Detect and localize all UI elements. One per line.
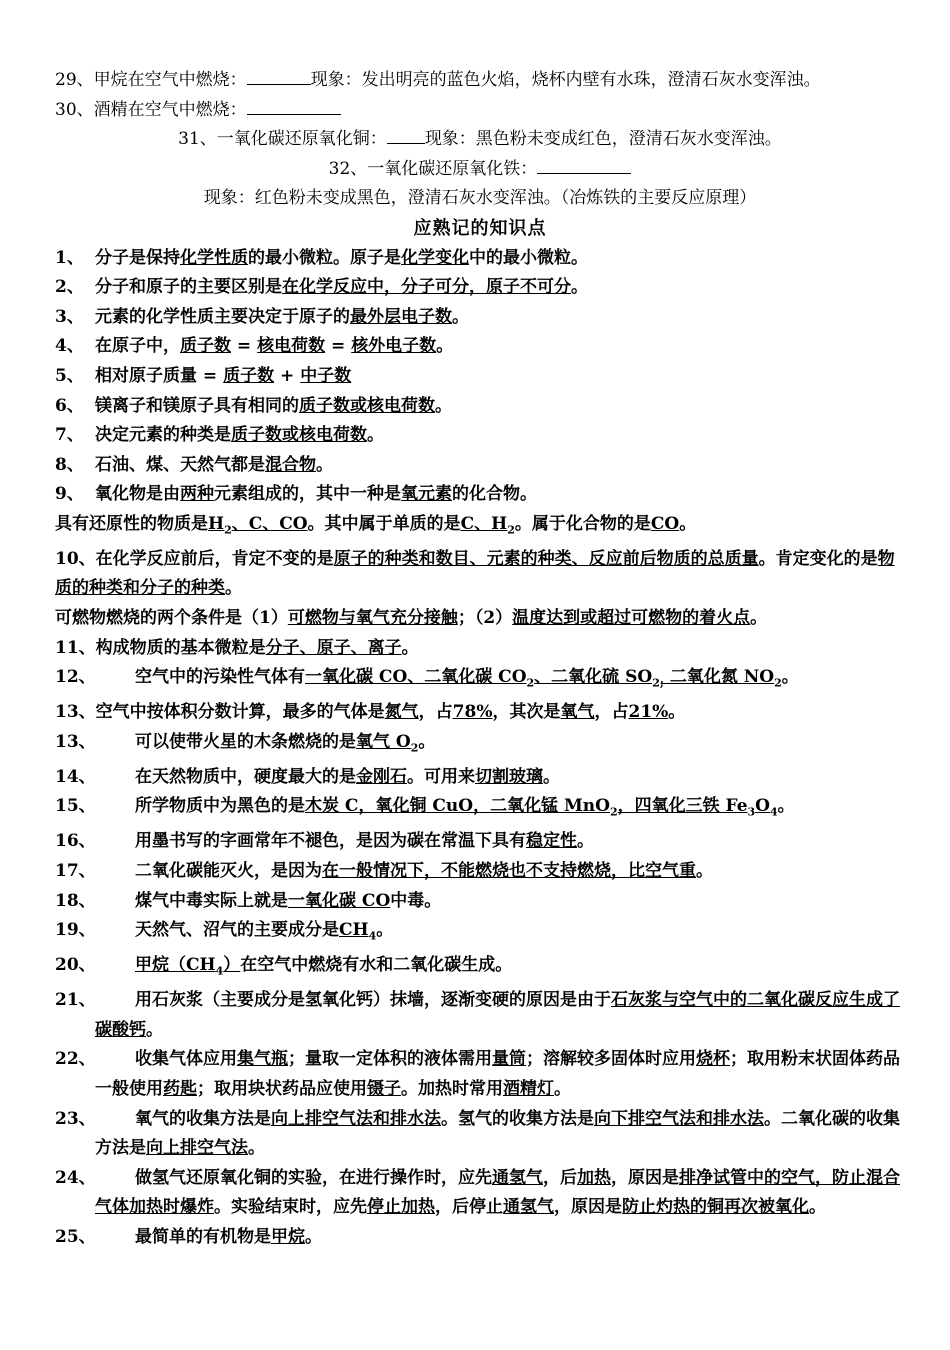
question-32-phenomenon: 现象：红色粉未变成黑色，澄清石灰水变浑浊。（冶炼铁的主要反应原理）	[203, 188, 757, 209]
fact-item: 2、 分子和原子的主要区别是在化学反应中，分子可分，原子不可分。	[55, 277, 588, 298]
answer-blank	[247, 98, 341, 115]
fact-item: 16、 用墨书写的字画常年不褪色，是因为碳在常温下具有稳定性。	[55, 831, 594, 852]
question-29: 29、甲烷在空气中燃烧： 现象：发出明亮的蓝色火焰，烧杯内壁有水珠，澄清石灰水变浑浊。	[55, 70, 821, 90]
fact-item: 7、 决定元素的种类是质子数或核电荷数。	[55, 425, 384, 446]
fact-item: 13、空气中按体积分数计算，最多的气体是氮气，占78%，其次是氧气，占21%。	[55, 702, 686, 723]
fact-item: 24、 做氢气还原氧化铜的实验，在进行操作时，应先通氢气，后加热，原因是排净试管中的空气，防止混合气体加热时爆炸。实验结束时，应先停止加热，后停止通氢气，原因是防止灼热的铜再次被氧化。	[55, 1167, 900, 1218]
fact-item: 23、 氧气的收集方法是向上排空气法和排水法。氢气的收集方法是向下排空气法和排水法。二氧化碳的收集方法是向上排空气法。	[55, 1108, 900, 1159]
fact-item: 21、 用石灰浆（主要成分是氢氧化钙）抹墙，逐渐变硬的原因是由于石灰浆与空气中的二氧化碳反应生成了碳酸钙。	[55, 990, 900, 1040]
question-31: 31、一氧化碳还原氧化铜： 现象：黑色粉未变成红色，澄清石灰水变浑浊。	[178, 129, 782, 150]
fact-item: 6、 镁离子和镁原子具有相同的质子数或核电荷数。	[55, 395, 452, 416]
fact-item: 8、 石油、煤、天然气都是混合物。	[55, 454, 333, 475]
question-30: 30、酒精在空气中燃烧：	[55, 96, 905, 126]
fact-item: 17、 二氧化碳能灭火，是因为在一般情况下，不能燃烧也不支持燃烧，比空气重。	[55, 861, 713, 881]
answer-blank	[537, 157, 631, 174]
fact-item: 15、 所学物质中为黑色的是木炭 C，氧化铜 CuO，二氧化锰 MnO$_2$，四氧化三铁 $Fe_3O_4$。	[55, 796, 795, 819]
document-page	[55, 66, 905, 1253]
fact-item: 11、构成物质的基本微粒是分子、原子、离子。	[55, 637, 419, 658]
fact-item: 4、 在原子中，质子数 = 核电荷数 = 核外电子数。	[55, 336, 454, 357]
fact-item: 19、 天然气、沼气的主要成分是$CH_4$。	[55, 920, 394, 943]
fact-item: 20、 甲烷$(CH_4)$在空气中燃烧有水和二氧化碳生成。	[55, 955, 513, 978]
fact-item: 18、 煤气中毒实际上就是一氧化碳 CO中毒。	[55, 890, 442, 911]
fact-item-combustion: 可燃物燃烧的两个条件是（1）可燃物与氧气充分接触；（2）温度达到或超过可燃物的着火点。	[55, 608, 768, 629]
fact-item: 22、 收集气体应用集气瓶；量取一定体积的液体需用量筒；溶解较多固体时应用烧杯；取用粉末状固体药品一般使用药匙；取用块状药品应使用镊子。加热时常用酒精灯。	[55, 1049, 900, 1099]
answer-blank	[387, 127, 425, 144]
section-title: 应熟记的知识点	[413, 217, 547, 239]
fact-item: 25、 最简单的有机物是甲烷。	[55, 1226, 322, 1247]
fact-item: 9、 氧化物是由两种元素组成的，其中一种是氧元素的化合物。	[55, 484, 537, 505]
fact-item: 12、 空气中的污染性气体有一氧化碳 CO、二氧化碳 $CO_2$、二氧化硫 $SO_{2;}$ 二氧化氮 $NO_2$。	[55, 667, 799, 690]
fact-item: 3、 元素的化学性质主要决定于原子的最外层电子数。	[55, 306, 469, 327]
fact-item-reducing: 具有还原性的物质是$H_2$、C、CO。其中属于单质的是C、$H_2$。属于化合物的是CO。	[55, 513, 697, 537]
question-32: 32、一氧化碳还原氧化铁：	[55, 155, 905, 185]
fact-item: 1、 分子是保持化学性质的最小微粒。原子是化学变化中的最小微粒。	[55, 247, 588, 268]
fact-item: 10、在化学反应前后，肯定不变的是原子的种类和数目、元素的种类、反应前后物质的总质量。肯定变化的是物质的种类和分子的种类。	[55, 548, 895, 599]
answer-blank	[247, 68, 311, 85]
fact-item: 5、 相对原子质量 = 质子数 + 中子数	[55, 365, 352, 386]
fact-item: 14、 在天然物质中，硬度最大的是金刚石。可用来切割玻璃。	[55, 766, 560, 787]
fact-item: 13、 可以使带火星的木条燃烧的是氧气 $O_2$。	[55, 731, 436, 755]
